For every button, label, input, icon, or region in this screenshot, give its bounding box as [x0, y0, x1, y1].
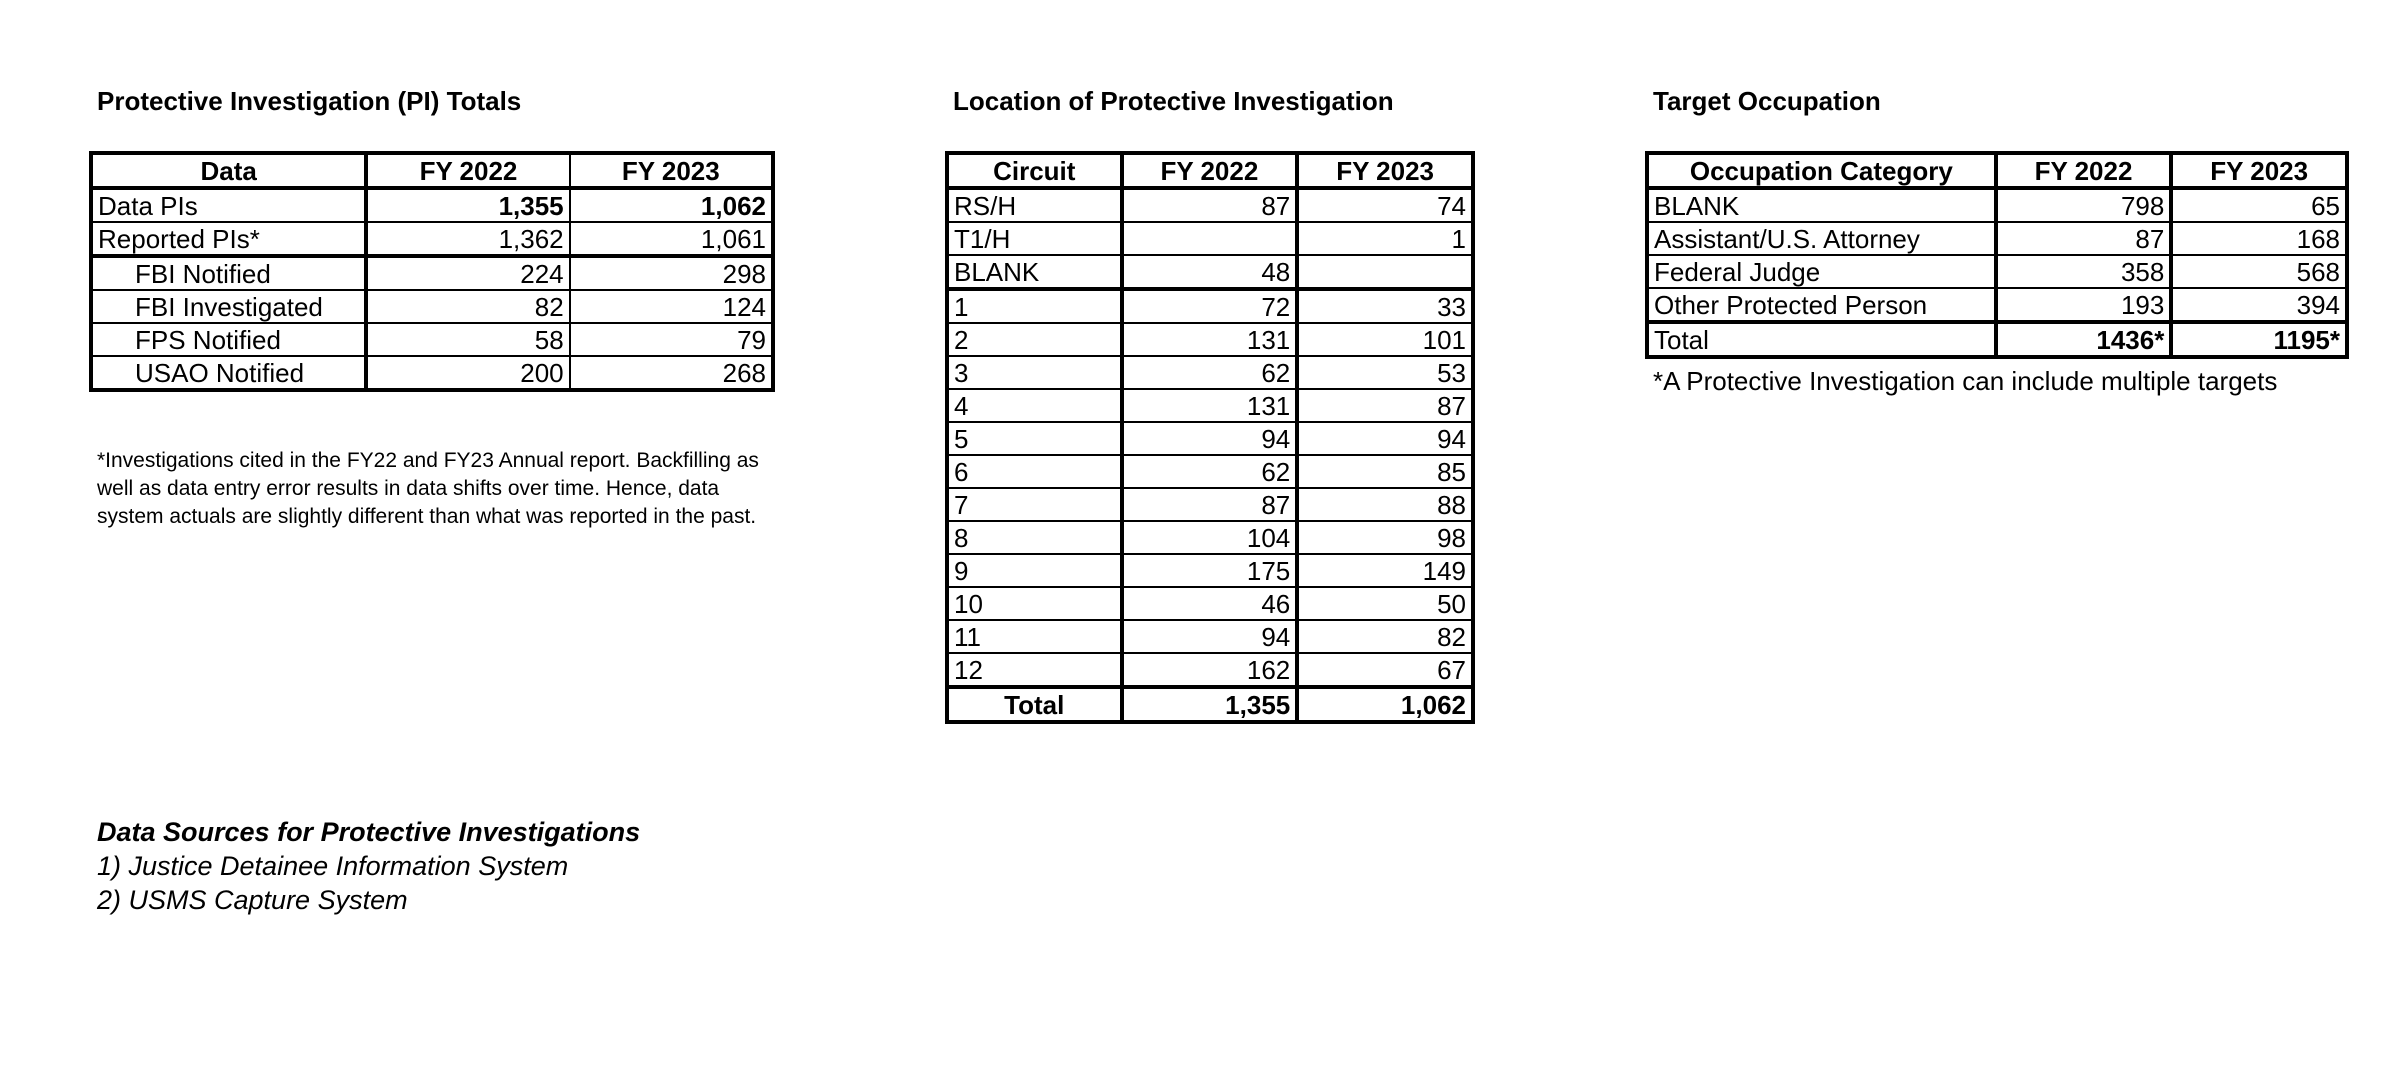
cell-fy2022: 224 — [366, 256, 569, 290]
cell-fy2022: 798 — [1996, 188, 2172, 222]
cell-fy2023: 1195* — [2171, 322, 2347, 357]
location-title: Location of Protective Investigation — [953, 86, 1394, 116]
cell-fy2022: 131 — [1122, 389, 1298, 422]
row-label: Assistant/U.S. Attorney — [1647, 222, 1996, 255]
cell-fy2023: 98 — [1297, 521, 1473, 554]
cell-fy2022 — [1122, 222, 1298, 255]
cell-fy2023: 568 — [2171, 255, 2347, 288]
cell-fy2022: 82 — [366, 290, 569, 323]
row-label: 7 — [947, 488, 1122, 521]
table-row — [947, 389, 1473, 422]
cell-fy2022: 104 — [1122, 521, 1298, 554]
row-label: 10 — [947, 587, 1122, 620]
table-row — [947, 455, 1473, 488]
cell-fy2023: 67 — [1297, 653, 1473, 687]
column-header: FY 2023 — [1297, 153, 1473, 188]
pi-totals-table — [89, 151, 775, 392]
target-table — [1645, 151, 2349, 359]
cell-fy2023: 88 — [1297, 488, 1473, 521]
cell-fy2023: 94 — [1297, 422, 1473, 455]
cell-fy2022: 358 — [1996, 255, 2172, 288]
column-header: Occupation Category — [1647, 153, 1996, 188]
table-header-row — [1647, 153, 2347, 188]
row-label: Reported PIs* — [91, 222, 366, 256]
column-header: FY 2023 — [570, 153, 773, 188]
target-footnote: *A Protective Investigation can include multiple targets — [1653, 366, 2278, 396]
table-row — [91, 222, 773, 256]
table-row — [947, 653, 1473, 687]
cell-fy2023: 87 — [1297, 389, 1473, 422]
cell-fy2022: 87 — [1122, 188, 1298, 222]
source-item: 1) Justice Detainee Information System — [97, 851, 569, 881]
column-header: FY 2022 — [1122, 153, 1298, 188]
cell-fy2022: 87 — [1996, 222, 2172, 255]
cell-fy2023: 79 — [570, 323, 773, 356]
table-row — [1647, 288, 2347, 322]
cell-fy2022: 1436* — [1996, 322, 2172, 357]
source-item: 2) USMS Capture System — [97, 885, 408, 915]
row-label: 1 — [947, 289, 1122, 323]
cell-fy2022: 1,362 — [366, 222, 569, 256]
row-label: 11 — [947, 620, 1122, 653]
cell-fy2022: 193 — [1996, 288, 2172, 322]
cell-fy2022: 58 — [366, 323, 569, 356]
row-label: 3 — [947, 356, 1122, 389]
table-row — [91, 256, 773, 290]
cell-fy2023: 82 — [1297, 620, 1473, 653]
column-header: FY 2022 — [1996, 153, 2172, 188]
table-row — [1647, 188, 2347, 222]
cell-fy2023 — [1297, 255, 1473, 289]
table-row — [947, 422, 1473, 455]
cell-fy2022: 1,355 — [366, 188, 569, 222]
cell-fy2023: 149 — [1297, 554, 1473, 587]
cell-fy2022: 62 — [1122, 455, 1298, 488]
row-label: BLANK — [1647, 188, 1996, 222]
row-label: BLANK — [947, 255, 1122, 289]
table-row — [947, 356, 1473, 389]
table-row — [947, 222, 1473, 255]
cell-fy2022: 94 — [1122, 422, 1298, 455]
row-label: Federal Judge — [1647, 255, 1996, 288]
table-row — [1647, 222, 2347, 255]
cell-fy2023: 74 — [1297, 188, 1473, 222]
cell-fy2023: 394 — [2171, 288, 2347, 322]
table-row — [947, 188, 1473, 222]
row-label: 4 — [947, 389, 1122, 422]
cell-fy2022: 72 — [1122, 289, 1298, 323]
cell-fy2023: 268 — [570, 356, 773, 390]
row-label: FBI Investigated — [91, 290, 366, 323]
table-total-row — [1647, 322, 2347, 357]
cell-fy2023: 85 — [1297, 455, 1473, 488]
cell-fy2022: 94 — [1122, 620, 1298, 653]
table-row — [947, 554, 1473, 587]
cell-fy2022: 175 — [1122, 554, 1298, 587]
column-header: Circuit — [947, 153, 1122, 188]
cell-fy2023: 1,061 — [570, 222, 773, 256]
pi-totals-title: Protective Investigation (PI) Totals — [97, 86, 522, 116]
column-header: FY 2023 — [2171, 153, 2347, 188]
table-row — [91, 356, 773, 390]
row-label: RS/H — [947, 188, 1122, 222]
target-title: Target Occupation — [1653, 86, 1881, 116]
pi-totals-footnote: *Investigations cited in the FY22 and FY23 Annual report. Backfilling as well as data entry error results in data shifts over time. Hence, data system actuals are slightly different than what was reported in the past. — [97, 449, 759, 528]
cell-fy2022: 46 — [1122, 587, 1298, 620]
row-label: FPS Notified — [91, 323, 366, 356]
cell-fy2023: 124 — [570, 290, 773, 323]
row-label: USAO Notified — [91, 356, 366, 390]
cell-fy2023: 168 — [2171, 222, 2347, 255]
cell-fy2023: 50 — [1297, 587, 1473, 620]
table-row — [91, 323, 773, 356]
table-row — [91, 188, 773, 222]
cell-fy2023: 298 — [570, 256, 773, 290]
cell-fy2022: 131 — [1122, 323, 1298, 356]
location-table — [945, 151, 1475, 724]
table-total-row — [947, 687, 1473, 722]
cell-fy2022: 162 — [1122, 653, 1298, 687]
cell-fy2022: 48 — [1122, 255, 1298, 289]
column-header: Data — [91, 153, 366, 188]
table-header-row — [947, 153, 1473, 188]
row-label: Other Protected Person — [1647, 288, 1996, 322]
row-label: FBI Notified — [91, 256, 366, 290]
cell-fy2022: 1,355 — [1122, 687, 1298, 722]
row-label: 8 — [947, 521, 1122, 554]
cell-fy2022: 200 — [366, 356, 569, 390]
cell-fy2023: 53 — [1297, 356, 1473, 389]
cell-fy2022: 87 — [1122, 488, 1298, 521]
table-row — [947, 521, 1473, 554]
cell-fy2023: 1,062 — [1297, 687, 1473, 722]
cell-fy2023: 65 — [2171, 188, 2347, 222]
cell-fy2022: 62 — [1122, 356, 1298, 389]
row-label: 6 — [947, 455, 1122, 488]
table-row — [91, 290, 773, 323]
column-header: FY 2022 — [366, 153, 569, 188]
row-label: Total — [1647, 322, 1996, 357]
cell-fy2023: 101 — [1297, 323, 1473, 356]
row-label: 2 — [947, 323, 1122, 356]
table-row — [1647, 255, 2347, 288]
row-label: 5 — [947, 422, 1122, 455]
cell-fy2023: 33 — [1297, 289, 1473, 323]
table-row — [947, 587, 1473, 620]
row-label: Data PIs — [91, 188, 366, 222]
table-row — [947, 289, 1473, 323]
sources-heading: Data Sources for Protective Investigations — [97, 817, 641, 847]
row-label: T1/H — [947, 222, 1122, 255]
row-label: 9 — [947, 554, 1122, 587]
cell-fy2023: 1 — [1297, 222, 1473, 255]
row-label: 12 — [947, 653, 1122, 687]
sources-block — [97, 815, 640, 917]
table-row — [947, 323, 1473, 356]
table-row — [947, 620, 1473, 653]
table-row — [947, 488, 1473, 521]
table-row — [947, 255, 1473, 289]
table-header-row — [91, 153, 773, 188]
row-label: Total — [947, 687, 1122, 722]
cell-fy2023: 1,062 — [570, 188, 773, 222]
